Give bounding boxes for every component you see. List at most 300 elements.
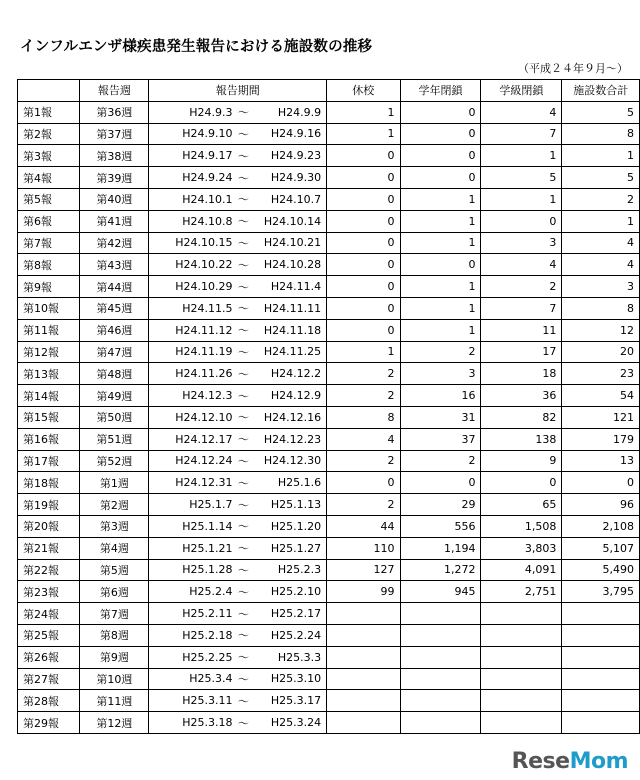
report-period-cell <box>149 123 327 145</box>
class-closure-cell <box>481 712 562 734</box>
table-row <box>18 494 640 516</box>
school-closure-cell <box>327 646 400 668</box>
report-period-cell <box>149 559 327 581</box>
school-closure-cell: 0 <box>327 254 400 276</box>
total-facilities-cell: 20 <box>562 341 640 363</box>
report-number-cell: 第19報 <box>18 494 80 516</box>
period-end: H24.12.2 <box>270 367 322 381</box>
report-period-cell <box>149 690 327 712</box>
report-number-cell: 第17報 <box>18 450 80 472</box>
school-closure-cell: 2 <box>327 450 400 472</box>
period-end: H24.11.18 <box>263 323 322 337</box>
period-end: H24.11.4 <box>270 280 322 294</box>
period-separator: ～ <box>237 694 249 708</box>
grade-closure-cell: 1,272 <box>400 559 481 581</box>
total-facilities-cell <box>562 668 640 690</box>
school-closure-cell: 2 <box>327 494 400 516</box>
grade-closure-cell: 1 <box>400 276 481 298</box>
report-period-cell <box>149 232 327 254</box>
school-closure-cell: 1 <box>327 341 400 363</box>
table-row <box>18 101 640 123</box>
period-end: H24.10.21 <box>263 236 322 250</box>
report-number-cell: 第1報 <box>18 101 80 123</box>
school-closure-cell: 1 <box>327 101 400 123</box>
total-facilities-cell <box>562 646 640 668</box>
total-facilities-cell <box>562 690 640 712</box>
report-week-cell: 第47週 <box>80 341 149 363</box>
period-separator: ～ <box>237 106 249 120</box>
report-number-cell: 第9報 <box>18 276 80 298</box>
period-separator: ～ <box>237 215 249 229</box>
total-facilities-cell: 5 <box>562 101 640 123</box>
class-closure-cell <box>481 624 562 646</box>
school-closure-cell: 0 <box>327 232 400 254</box>
period-separator: ～ <box>237 672 249 686</box>
period-separator: ～ <box>237 345 249 359</box>
period-start: H25.3.11 <box>182 694 233 708</box>
grade-closure-cell: 37 <box>400 428 481 450</box>
grade-closure-cell: 29 <box>400 494 481 516</box>
period-end: H24.9.9 <box>277 105 322 119</box>
school-closure-cell: 110 <box>327 537 400 559</box>
period-end: H24.9.30 <box>270 171 322 185</box>
period-start: H24.9.10 <box>182 127 233 141</box>
report-number-cell: 第5報 <box>18 188 80 210</box>
total-facilities-cell: 1 <box>562 210 640 232</box>
report-period-cell <box>149 494 327 516</box>
grade-closure-cell: 0 <box>400 101 481 123</box>
class-closure-cell: 7 <box>481 123 562 145</box>
period-start: H24.12.31 <box>175 476 233 490</box>
total-facilities-cell: 5,107 <box>562 537 640 559</box>
report-period-cell <box>149 624 327 646</box>
period-start: H24.9.17 <box>182 149 233 163</box>
school-closure-cell: 0 <box>327 210 400 232</box>
period-separator: ～ <box>237 149 249 163</box>
report-number-cell: 第7報 <box>18 232 80 254</box>
period-end: H24.12.23 <box>263 432 322 446</box>
report-week-cell: 第8週 <box>80 624 149 646</box>
school-closure-cell: 4 <box>327 428 400 450</box>
period-end: H25.3.3 <box>277 650 322 664</box>
class-closure-cell: 7 <box>481 297 562 319</box>
period-start: H24.10.8 <box>182 214 233 228</box>
class-closure-cell <box>481 646 562 668</box>
report-week-cell: 第1週 <box>80 472 149 494</box>
report-period-cell <box>149 712 327 734</box>
report-period-cell <box>149 450 327 472</box>
report-week-cell: 第4週 <box>80 537 149 559</box>
grade-closure-cell: 3 <box>400 363 481 385</box>
grade-closure-cell <box>400 603 481 625</box>
report-week-cell: 第6週 <box>80 581 149 603</box>
table-row <box>18 254 640 276</box>
school-closure-cell: 2 <box>327 385 400 407</box>
table-row <box>18 450 640 472</box>
table-row <box>18 188 640 210</box>
grade-closure-cell: 1 <box>400 319 481 341</box>
report-week-cell: 第49週 <box>80 385 149 407</box>
class-closure-cell: 18 <box>481 363 562 385</box>
period-end: H24.12.16 <box>263 410 322 424</box>
period-start: H25.2.25 <box>182 650 233 664</box>
period-end: H25.2.17 <box>270 607 322 621</box>
period-start: H25.3.18 <box>182 716 233 729</box>
school-closure-cell: 8 <box>327 406 400 428</box>
period-separator: ～ <box>237 542 249 556</box>
grade-closure-cell <box>400 712 481 734</box>
report-period-cell <box>149 319 327 341</box>
class-closure-cell: 9 <box>481 450 562 472</box>
period-start: H25.1.21 <box>182 541 233 555</box>
class-closure-cell <box>481 603 562 625</box>
report-number-cell: 第20報 <box>18 515 80 537</box>
report-week-cell: 第51週 <box>80 428 149 450</box>
report-number-cell: 第18報 <box>18 472 80 494</box>
period-end: H25.1.20 <box>270 519 322 533</box>
report-week-cell: 第48週 <box>80 363 149 385</box>
period-end: H25.1.27 <box>270 541 322 555</box>
period-end: H24.10.14 <box>263 214 322 228</box>
table-row <box>18 385 640 407</box>
table-row <box>18 276 640 298</box>
period-start: H24.11.26 <box>175 367 233 381</box>
period-end: H24.10.7 <box>270 192 322 206</box>
school-closure-cell: 0 <box>327 188 400 210</box>
total-facilities-cell: 2,108 <box>562 515 640 537</box>
total-facilities-cell: 121 <box>562 406 640 428</box>
report-period-cell <box>149 406 327 428</box>
report-week-cell: 第37週 <box>80 123 149 145</box>
grade-closure-cell: 2 <box>400 450 481 472</box>
total-facilities-cell: 8 <box>562 123 640 145</box>
report-week-cell: 第42週 <box>80 232 149 254</box>
report-period-cell <box>149 167 327 189</box>
total-facilities-cell <box>562 603 640 625</box>
grade-closure-cell <box>400 690 481 712</box>
school-closure-cell: 0 <box>327 276 400 298</box>
period-start: H24.11.5 <box>182 301 233 315</box>
header-class-closure: 学級閉鎖 <box>481 80 562 102</box>
class-closure-cell: 1,508 <box>481 515 562 537</box>
class-closure-cell: 0 <box>481 210 562 232</box>
period-end: H25.3.17 <box>270 694 322 708</box>
report-number-cell: 第12報 <box>18 341 80 363</box>
school-closure-cell: 0 <box>327 319 400 341</box>
report-week-cell: 第40週 <box>80 188 149 210</box>
report-number-cell: 第10報 <box>18 297 80 319</box>
report-week-cell: 第50週 <box>80 406 149 428</box>
period-start: H24.11.12 <box>175 323 233 337</box>
grade-closure-cell <box>400 668 481 690</box>
class-closure-cell: 5 <box>481 167 562 189</box>
period-separator: ～ <box>237 367 249 381</box>
period-separator: ～ <box>237 302 249 316</box>
resemom-watermark-logo: ReseMom <box>511 749 628 774</box>
facility-count-table <box>17 79 640 734</box>
report-period-cell <box>149 276 327 298</box>
class-closure-cell <box>481 690 562 712</box>
period-separator: ～ <box>237 716 249 730</box>
grade-closure-cell: 1 <box>400 297 481 319</box>
table-row <box>18 537 640 559</box>
total-facilities-cell <box>562 712 640 734</box>
period-start: H25.2.11 <box>182 607 233 621</box>
period-separator: ～ <box>237 193 249 207</box>
period-start: H24.10.15 <box>175 236 233 250</box>
school-closure-cell <box>327 668 400 690</box>
report-week-cell: 第10週 <box>80 668 149 690</box>
grade-closure-cell: 16 <box>400 385 481 407</box>
class-closure-cell: 2 <box>481 276 562 298</box>
period-end: H25.2.24 <box>270 628 322 642</box>
period-end: H25.3.24 <box>270 716 322 729</box>
period-start: H24.9.24 <box>182 171 233 185</box>
class-closure-cell: 4,091 <box>481 559 562 581</box>
school-closure-cell: 127 <box>327 559 400 581</box>
report-number-cell: 第24報 <box>18 603 80 625</box>
document-title: インフルエンザ様疾患発生報告における施設数の推移 <box>20 39 373 55</box>
period-separator: ～ <box>237 651 249 665</box>
school-closure-cell: 0 <box>327 297 400 319</box>
period-start: H24.10.29 <box>175 280 233 294</box>
period-separator: ～ <box>237 389 249 403</box>
table-row <box>18 428 640 450</box>
table-row <box>18 559 640 581</box>
grade-closure-cell: 0 <box>400 145 481 167</box>
report-period-cell <box>149 145 327 167</box>
report-week-cell: 第11週 <box>80 690 149 712</box>
grade-closure-cell: 1 <box>400 210 481 232</box>
total-facilities-cell: 13 <box>562 450 640 472</box>
table-row <box>18 603 640 625</box>
grade-closure-cell: 1 <box>400 188 481 210</box>
period-end: H24.9.23 <box>270 149 322 163</box>
class-closure-cell: 11 <box>481 319 562 341</box>
report-number-cell: 第21報 <box>18 537 80 559</box>
table-body <box>18 101 640 733</box>
period-start: H24.11.19 <box>175 345 233 359</box>
period-separator: ～ <box>237 258 249 272</box>
period-end: H24.12.30 <box>263 454 322 468</box>
report-number-cell: 第29報 <box>18 712 80 734</box>
table-row <box>18 515 640 537</box>
report-week-cell: 第46週 <box>80 319 149 341</box>
report-period-cell <box>149 101 327 123</box>
total-facilities-cell: 3,795 <box>562 581 640 603</box>
table-header-row <box>18 80 640 102</box>
period-end: H25.2.10 <box>270 585 322 599</box>
grade-closure-cell <box>400 646 481 668</box>
grade-closure-cell: 556 <box>400 515 481 537</box>
period-end: H24.10.28 <box>263 258 322 272</box>
total-facilities-cell: 3 <box>562 276 640 298</box>
report-number-cell: 第25報 <box>18 624 80 646</box>
class-closure-cell: 1 <box>481 145 562 167</box>
report-number-cell: 第27報 <box>18 668 80 690</box>
report-period-cell <box>149 188 327 210</box>
period-end: H24.11.25 <box>263 345 322 359</box>
class-closure-cell: 4 <box>481 101 562 123</box>
class-closure-cell: 0 <box>481 472 562 494</box>
period-separator: ～ <box>237 236 249 250</box>
total-facilities-cell: 4 <box>562 232 640 254</box>
report-week-cell: 第45週 <box>80 297 149 319</box>
table-row <box>18 472 640 494</box>
report-week-cell: 第9週 <box>80 646 149 668</box>
period-start: H25.1.28 <box>182 563 233 577</box>
school-closure-cell: 0 <box>327 472 400 494</box>
report-week-cell: 第43週 <box>80 254 149 276</box>
report-number-cell: 第13報 <box>18 363 80 385</box>
grade-closure-cell: 2 <box>400 341 481 363</box>
period-start: H25.2.18 <box>182 628 233 642</box>
period-end: H25.2.3 <box>277 563 322 577</box>
school-closure-cell: 1 <box>327 123 400 145</box>
report-week-cell: 第41週 <box>80 210 149 232</box>
grade-closure-cell: 0 <box>400 167 481 189</box>
report-number-cell: 第3報 <box>18 145 80 167</box>
period-separator: ～ <box>237 629 249 643</box>
table-row <box>18 581 640 603</box>
period-separator: ～ <box>237 454 249 468</box>
report-week-cell: 第39週 <box>80 167 149 189</box>
school-closure-cell: 99 <box>327 581 400 603</box>
report-period-cell <box>149 363 327 385</box>
table-row <box>18 406 640 428</box>
report-period-cell <box>149 472 327 494</box>
school-closure-cell <box>327 624 400 646</box>
class-closure-cell <box>481 668 562 690</box>
period-end: H25.3.10 <box>270 672 322 686</box>
report-week-cell: 第7週 <box>80 603 149 625</box>
period-separator: ～ <box>237 411 249 425</box>
report-week-cell: 第3週 <box>80 515 149 537</box>
report-week-cell: 第5週 <box>80 559 149 581</box>
period-start: H24.12.3 <box>182 389 233 403</box>
period-start: H25.1.14 <box>182 519 233 533</box>
table-row <box>18 341 640 363</box>
total-facilities-cell: 1 <box>562 145 640 167</box>
report-number-cell: 第4報 <box>18 167 80 189</box>
period-separator: ～ <box>237 607 249 621</box>
school-closure-cell <box>327 712 400 734</box>
report-period-cell <box>149 341 327 363</box>
report-number-cell: 第11報 <box>18 319 80 341</box>
class-closure-cell: 65 <box>481 494 562 516</box>
period-start: H24.12.17 <box>175 432 233 446</box>
class-closure-cell: 138 <box>481 428 562 450</box>
table-row <box>18 624 640 646</box>
header-report-period: 報告期間 <box>149 80 327 102</box>
report-period-cell <box>149 515 327 537</box>
report-period-cell <box>149 668 327 690</box>
report-number-cell: 第15報 <box>18 406 80 428</box>
report-week-cell: 第38週 <box>80 145 149 167</box>
period-start: H24.12.24 <box>175 454 233 468</box>
report-number-cell: 第26報 <box>18 646 80 668</box>
header-report-no <box>18 80 80 102</box>
total-facilities-cell: 96 <box>562 494 640 516</box>
report-period-cell <box>149 581 327 603</box>
period-separator: ～ <box>237 520 249 534</box>
period-separator: ～ <box>237 585 249 599</box>
header-grade-closure: 学年閉鎖 <box>400 80 481 102</box>
school-closure-cell: 0 <box>327 145 400 167</box>
period-end: H24.11.11 <box>263 301 322 315</box>
period-separator: ～ <box>237 171 249 185</box>
table-row <box>18 297 640 319</box>
date-note: （平成２４年９月～） <box>518 62 628 75</box>
total-facilities-cell: 5 <box>562 167 640 189</box>
total-facilities-cell <box>562 624 640 646</box>
grade-closure-cell: 0 <box>400 254 481 276</box>
school-closure-cell: 44 <box>327 515 400 537</box>
grade-closure-cell: 1,194 <box>400 537 481 559</box>
report-period-cell <box>149 428 327 450</box>
table-row <box>18 319 640 341</box>
class-closure-cell: 17 <box>481 341 562 363</box>
class-closure-cell: 4 <box>481 254 562 276</box>
total-facilities-cell: 54 <box>562 385 640 407</box>
report-week-cell: 第2週 <box>80 494 149 516</box>
total-facilities-cell: 179 <box>562 428 640 450</box>
class-closure-cell: 82 <box>481 406 562 428</box>
report-period-cell <box>149 297 327 319</box>
report-period-cell <box>149 210 327 232</box>
table-row <box>18 145 640 167</box>
table-row <box>18 646 640 668</box>
report-number-cell: 第8報 <box>18 254 80 276</box>
class-closure-cell: 3,803 <box>481 537 562 559</box>
school-closure-cell <box>327 690 400 712</box>
class-closure-cell: 3 <box>481 232 562 254</box>
period-separator: ～ <box>237 324 249 338</box>
period-separator: ～ <box>237 498 249 512</box>
period-start: H24.10.1 <box>182 192 233 206</box>
period-separator: ～ <box>237 127 249 141</box>
report-period-cell <box>149 646 327 668</box>
report-number-cell: 第2報 <box>18 123 80 145</box>
period-separator: ～ <box>237 563 249 577</box>
school-closure-cell: 0 <box>327 167 400 189</box>
school-closure-cell <box>327 603 400 625</box>
grade-closure-cell: 945 <box>400 581 481 603</box>
report-period-cell <box>149 603 327 625</box>
grade-closure-cell: 1 <box>400 232 481 254</box>
period-separator: ～ <box>237 433 249 447</box>
report-period-cell <box>149 254 327 276</box>
total-facilities-cell: 2 <box>562 188 640 210</box>
report-period-cell <box>149 537 327 559</box>
table-row <box>18 167 640 189</box>
report-number-cell: 第14報 <box>18 385 80 407</box>
grade-closure-cell: 0 <box>400 123 481 145</box>
period-start: H25.2.4 <box>189 585 233 599</box>
period-start: H24.9.3 <box>189 105 233 119</box>
table-row <box>18 363 640 385</box>
total-facilities-cell: 0 <box>562 472 640 494</box>
total-facilities-cell: 4 <box>562 254 640 276</box>
class-closure-cell: 1 <box>481 188 562 210</box>
period-end: H25.1.6 <box>277 476 322 490</box>
header-report-week: 報告週 <box>80 80 149 102</box>
report-week-cell: 第36週 <box>80 101 149 123</box>
period-separator: ～ <box>237 476 249 490</box>
class-closure-cell: 2,751 <box>481 581 562 603</box>
total-facilities-cell: 23 <box>562 363 640 385</box>
grade-closure-cell: 0 <box>400 472 481 494</box>
